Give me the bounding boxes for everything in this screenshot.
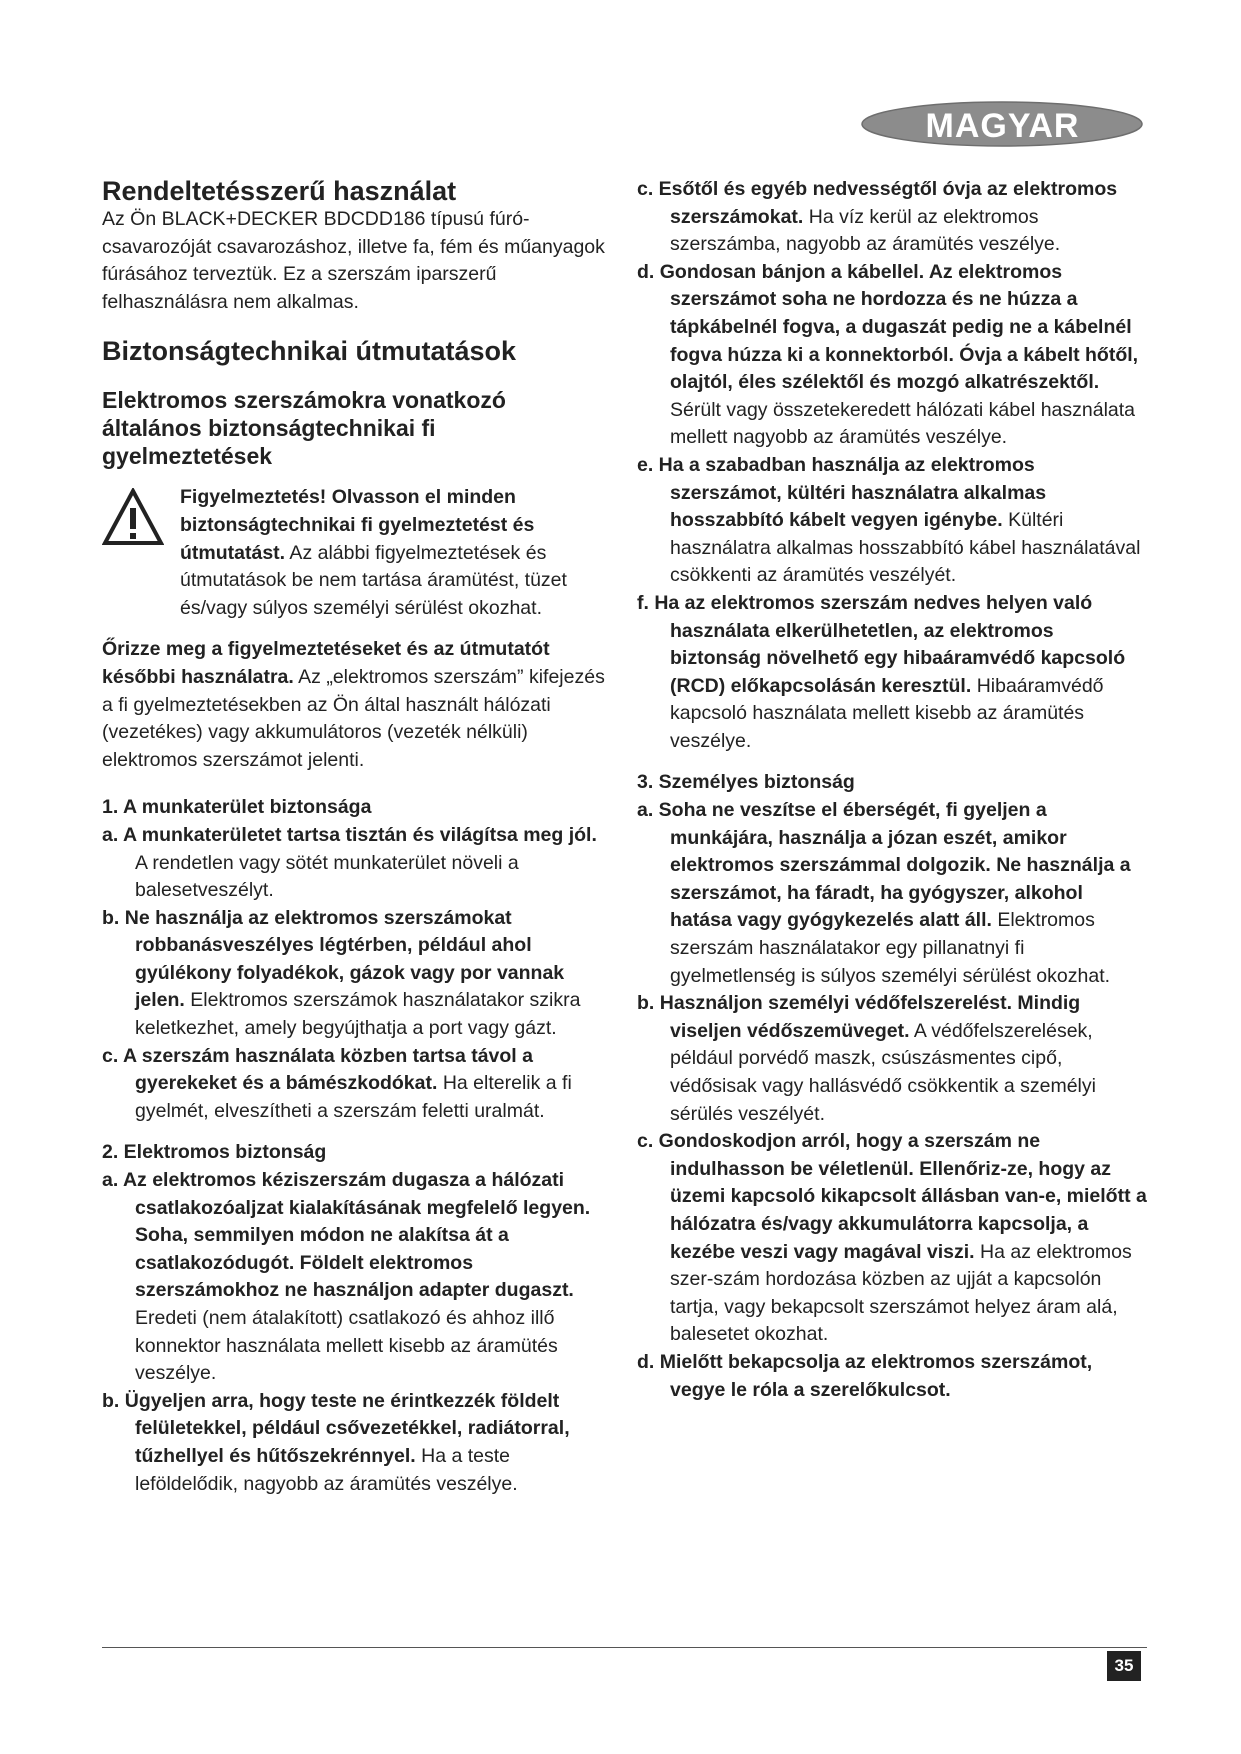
item-3c: c. Gondoskodjon arról, hogy a szerszám ne indulhasson be véletlenül. Ellenőriz-ze, hogy az üzemi kapcsoló kikapcsolt állásban van-e, mielőtt a hálózatra és/vagy akkumulátorra kapcsolja, a kezébe veszi vagy magával viszi. Ha az elektromos szer-szám hordozása közben az ujját a kapcsolón tartja, vagy bekapcsolt szerszámot helyez áram alá, balesetet okozhat. [637, 1130, 1147, 1346]
item-2e: e. Ha a szabadban használja az elektromos szerszámot, kültéri használatra alkalmas hosszabbító kábelt vegyen igénybe. Kültéri használatra alkalmas hosszabbító kábel használatával csökkenti az áramütés veszélyét. [637, 453, 1141, 587]
warning-block [102, 484, 607, 622]
warning-text: Figyelmeztetés! Olvasson el minden biztonságtechnikai fi gyelmeztetést és útmutatást. Az alábbi figyelmeztetések és útmutatások be nem tartása áramütést, tüzet és/vagy súlyos személyi sérülést okozhat. [180, 486, 567, 619]
keep-instructions: Őrizze meg a figyelmeztetéseket és az útmutatót későbbi használatra. Az „elektromos szerszám” kifejezés a fi gyelmeztetésekben az Ön által használt hálózati (vezetékes) vagy akkumulátoros (vezeték nélküli) elektromos szerszámot jelenti. [102, 638, 605, 771]
page-number: 35 [1107, 1651, 1141, 1681]
right-column [637, 176, 1147, 1404]
heading-safety: Biztonságtechnikai útmutatások [102, 336, 517, 367]
item-3d: d. Mielőtt bekapcsolja az elektromos szerszámot, vegye le róla a szerelőkulcsot. [637, 1350, 1093, 1401]
section-3-title: 3. Személyes biztonság [637, 771, 855, 794]
item-2c: c. Esőtől és egyéb nedvességtől óvja az elektromos szerszámokat. Ha víz kerül az elektromos szerszámba, nagyobb az áramütés veszélye. [637, 178, 1118, 256]
item-2f: f. Ha az elektromos szerszám nedves helyen való használata elkerülhetetlen, az elektromos biztonság növelhető egy hibaáramvédő kapcsoló (RCD) előkapcsolásán keresztül. Hibaáramvédő kapcsoló használata mellett kisebb az áramütés veszélye. [637, 591, 1126, 752]
item-1a: a. A munkaterületet tartsa tisztán és világítsa meg jól. A rendetlen vagy sötét munkaterület növeli a balesetveszélyt. [102, 823, 597, 902]
language-badge [860, 100, 1145, 148]
item-1b: b. Ne használja az elektromos szerszámokat robbanásveszélyes légtérben, például ahol gyúlékony folyadékok, gázok vagy por vannak jelen. Elektromos szerszámok használatakor szikra keletkezhet, amely begyújthatja a port vagy gázt. [102, 906, 581, 1040]
language-label: MAGYAR [925, 107, 1080, 145]
section-1-title: 1. A munkaterület biztonsága [102, 796, 372, 819]
item-2a: a. Az elektromos kéziszerszám dugasza a hálózati csatlakozóaljzat kialakításának megfelelő legyen. Soha, semmilyen módon ne alakítsa át a csatlakozódugót. Földelt elektromos szerszámokhoz ne használjon adapter dugaszt. Eredeti (nem átalakított) csatlakozó és ahhoz illő konnektor használata mellett kisebb az áramütés veszélye. [102, 1169, 591, 1385]
section-2-title: 2. Elektromos biztonság [102, 1141, 327, 1164]
item-1c: c. A szerszám használata közben tartsa távol a gyerekeket és a bámészkodókat. Ha elterelik a fi gyelmét, elveszítheti a szerszám feletti uralmát. [102, 1044, 572, 1122]
footer-rule [102, 1647, 1147, 1648]
intended-use-text: Az Ön BLACK+DECKER BDCDD186 típusú fúró-csavarozóját csavarozáshoz, illetve fa, fém és műanyagok fúrásához terveztük. Ez a szerszám iparszerű felhasználásra nem alkalmas. [102, 208, 605, 313]
item-3b: b. Használjon személyi védőfelszerelést. Mindig viseljen védőszemüveget. A védőfelszerelések, például porvédő maszk, csúszásmentes cipő, védősisak vagy hallásvédő csökkentik a személyi sérülés veszélyét. [637, 992, 1096, 1125]
warning-triangle-icon [102, 488, 164, 546]
heading-general-warnings: Elektromos szerszámokra vonatkozó általános biztonságtechnikai fi gyelmeztetések [102, 387, 506, 470]
item-2b: b. Ügyeljen arra, hogy teste ne érintkezzék földelt felületekkel, például csővezetékkel, radiátorral, tűzhellyel és hűtőszekrénnyel. Ha a teste leföldelődik, nagyobb az áramütés veszélye. [102, 1389, 570, 1495]
item-2d: d. Gondosan bánjon a kábellel. Az elektromos szerszámot soha ne hordozza és ne húzza a tápkábelnél fogva, a dugaszát pedig ne a kábelnél fogva húzza ki a konnektorból. Óvja a kábelt hőtől, olajtól, éles szélektől és mozgó alkatrészektől. Sérült vagy összetekeredett hálózati kábel használata mellett nagyobb az áramütés veszélye. [637, 260, 1139, 449]
item-3a: a. Soha ne veszítse el éberségét, fi gyeljen a munkájára, használja a józan eszét, amikor elektromos szerszámmal dolgozik. Ne használja a szerszámot, ha fáradt, ha gyógyszer, alkohol hatása vagy gyógykezelés alatt áll. Elektromos szerszám használatakor egy pillanatnyi fi gyelmetlenség is súlyos személyi sérülést okozhat. [637, 799, 1131, 987]
left-column [102, 176, 607, 1498]
heading-intended-use: Rendeltetésszerű használat [102, 176, 457, 206]
